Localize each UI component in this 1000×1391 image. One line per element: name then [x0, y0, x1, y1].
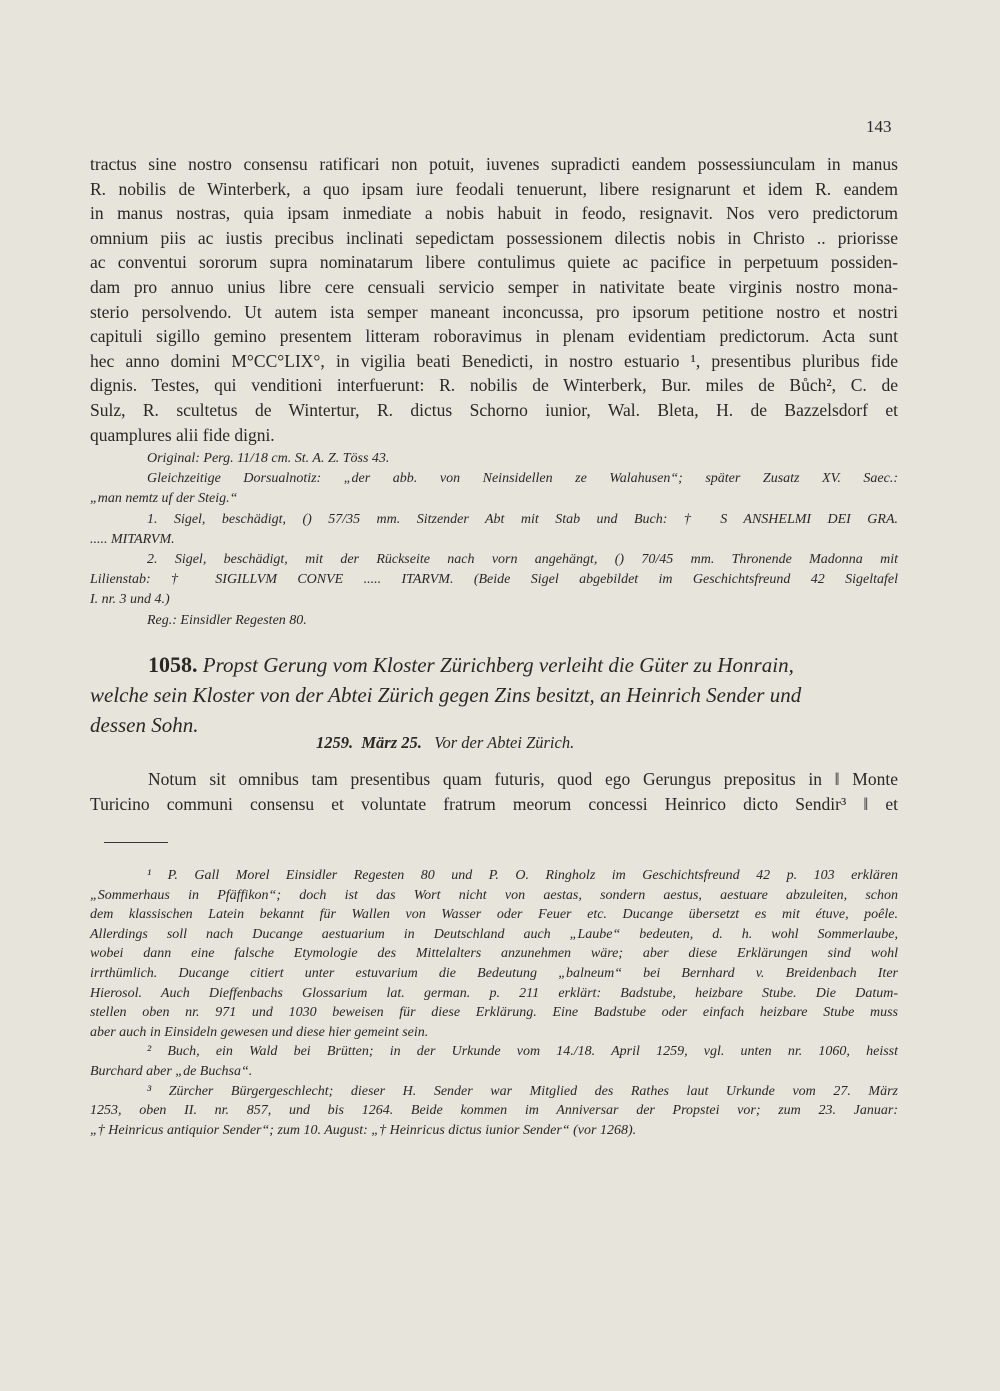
footnote-line: Burchard aber „de Buchsa“.: [90, 1063, 253, 1079]
footnote-line: ¹ P. Gall Morel Einsidler Regesten 80 und P. O. Ringholz im Geschichtsfreund 42 p. 103 erklären: [147, 868, 898, 883]
entry-date-year: 1259.: [316, 733, 354, 752]
text-line: omnium piis ac iustis precibus inclinati sepedictam possessionem dilectis nobis in Christo .. priorisse: [90, 227, 898, 248]
text-line: R. nobilis de Winterberk, a quo ipsam iure feodali tenuerunt, libere resignarunt et idem R. eandem: [90, 178, 898, 199]
source-note: 1. Sigel, beschädigt, () 57/35 mm. Sitzender Abt mit Stab und Buch: † S ANSHELMI DEI GRA.: [147, 511, 898, 527]
footnotes: [90, 866, 898, 1140]
source-notes: [90, 449, 898, 631]
text-line: quamplures alii fide digni.: [90, 424, 275, 445]
source-note: ..... MITARVM.: [90, 531, 175, 547]
source-note: Original: Perg. 11/18 cm. St. A. Z. Töss 43.: [147, 451, 390, 466]
footnote-line: irrthümlich. Ducange citiert unter estuvarium die Bedeutung „balneum“ bei Bernhard v. Breidenbach Iter: [90, 965, 898, 981]
text-line: sterio persolvendo. Ut autem ista semper maneant inconcussa, pro ipsorum petitione nostro et nostri: [90, 301, 898, 322]
footnote-line: ³ Zürcher Bürgergeschlecht; dieser H. Sender war Mitglied des Rathes laut Urkunde vom 27. März: [147, 1083, 898, 1099]
source-note: Reg.: Einsidler Regesten 80.: [147, 612, 307, 628]
footnote-line: ² Buch, ein Wald bei Brütten; in der Urkunde vom 14./18. April 1259, vgl. unten nr. 1060, heisst: [147, 1044, 898, 1060]
footnote-divider: [104, 842, 168, 843]
footnote-line: Allerdings soll nach Ducange aestuarium in Deutschland auch „Laube“ bedeuten, d. h. wohl Sommerlaube,: [90, 926, 898, 942]
entry-heading: [90, 650, 900, 740]
text-line: Notum sit omnibus tam presentibus quam futuris, quod ego Gerungus prepositus in ‖ Monte: [148, 769, 898, 789]
source-note: I. nr. 3 und 4.): [90, 592, 170, 608]
entry-text: [90, 767, 898, 816]
footnote-line: 1253, oben II. nr. 857, und bis 1264. Beide kommen im Anniversar der Propstei vor; zum 23. Januar:: [90, 1103, 898, 1119]
entry-date: [316, 733, 574, 753]
source-note: 2. Sigel, beschädigt, mit der Rückseite nach vorn angehängt, () 70/45 mm. Thronende Madonna mit: [147, 551, 898, 567]
charter-text: [90, 152, 898, 447]
footnote-line: aber auch in Einsideln gewesen und diese hier gemeint sein.: [90, 1024, 429, 1040]
footnote-line: wobei dann eine falsche Etymologie des Mittelalters anzunehmen wäre; aber diese Erklärungen sind wohl: [90, 946, 898, 962]
text-line: capituli sigillo gemino presentem litteram roboravimus in plenam evidentiam predictorum. Acta sunt: [90, 326, 898, 347]
text-line: hec anno domini M°CC°LIX°, in vigilia beati Benedicti, in nostro estuario ¹, presentibus pluribus fide: [90, 350, 898, 371]
source-note: „man nemtz uf der Steig.“: [90, 491, 238, 507]
footnote-line: „† Heinricus antiquior Sender“; zum 10. August: „† Heinricus dictus iunior Sender“ (vor 1268).: [90, 1122, 637, 1138]
text-line: dignis. Testes, qui venditioni interfuerunt: R. nobilis de Winterberk, Bur. miles de Bůch², C. de: [90, 375, 898, 396]
footnote-line: „Sommerhaus in Pfäffikon“; doch ist das Wort nicht von aestas, sondern aestus, aestuare abzuleiten, schon: [90, 887, 898, 903]
entry-number: 1058.: [148, 652, 198, 677]
page-number: 143: [866, 117, 892, 136]
text-line: Turicino communi consensu et voluntate fratrum meorum concessi Heinrico dicto Sendir³ ‖ et: [90, 793, 898, 814]
source-note: Gleichzeitige Dorsualnotiz: „der abb. von Neinsidellen ze Walahusen“; später Zusatz XV. Saec.:: [147, 471, 898, 487]
text-line: dam pro annuo unius libre cere censuali servicio semper in nativitate beate virginis nostro mona-: [90, 276, 898, 297]
entry-title: Propst Gerung vom Kloster Zürichberg verleiht die Güter zu Honrain,: [202, 653, 794, 677]
text-line: in manus nostras, quia ipsam inmediate a nobis habuit in feodo, resignavit. Nos vero predictorum: [90, 203, 898, 224]
entry-title: dessen Sohn.: [90, 713, 199, 737]
text-line: ac conventui sororum supra nominatarum libere contulimus quiete ac pacifice in perpetuum possiden-: [90, 252, 898, 273]
text-line: Sulz, R. scultetus de Wintertur, R. dictus Schorno iunior, Wal. Bleta, H. de Bazzelsdorf et: [90, 399, 898, 420]
source-note: Lilienstab: † SIGILLVM CONVE ..... ITARVM. (Beide Sigel abgebildet im Geschichtsfreund 42 Sigeltafel: [90, 572, 898, 588]
entry-date-place: Vor der Abtei Zürich.: [434, 733, 575, 752]
footnote-line: dem klassischen Latein bekannt für Wallen von Wasser oder Feuer etc. Ducange übersetzt es mit étuve, poêle.: [90, 907, 898, 923]
footnote-line: Hierosol. Auch Dieffenbachs Glossarium lat. german. p. 211 erklärt: Badstube, heizbare Stube. Die Datum-: [90, 985, 898, 1001]
entry-title: welche sein Kloster von der Abtei Zürich gegen Zins besitzt, an Heinrich Sender und: [90, 683, 802, 707]
footnote-line: stellen oben nr. 971 und 1030 beweisen für diese Erklärung. Eine Badstube oder einfach heizbare Stube muss: [90, 1005, 898, 1021]
text-line: tractus sine nostro consensu ratificari non potuit, iuvenes supradicti eandem possessiunculam in manus: [90, 154, 898, 174]
entry-date-day: März 25.: [361, 733, 422, 752]
